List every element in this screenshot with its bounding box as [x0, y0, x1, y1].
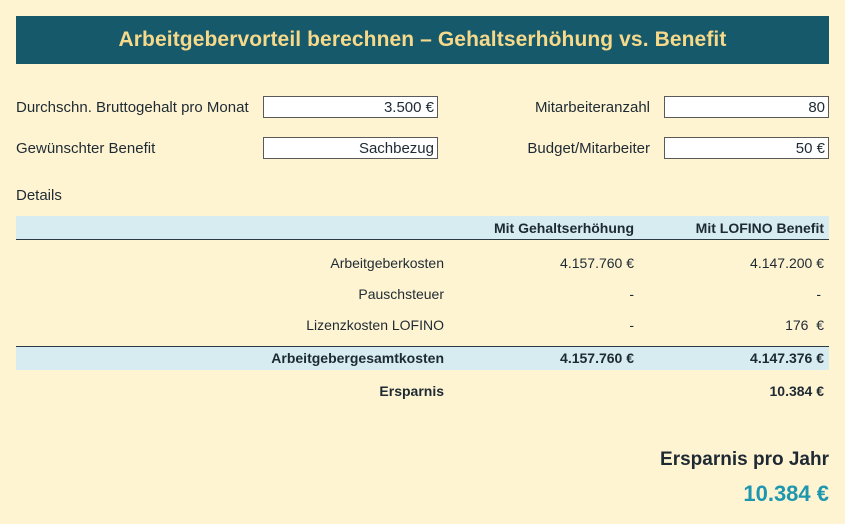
budget-input[interactable] — [664, 137, 829, 159]
annual-savings-value: 10.384 € — [743, 481, 829, 506]
row-raise-value: - — [629, 317, 634, 333]
salary-input[interactable] — [263, 96, 438, 118]
page-title: Arbeitgebervorteil berechnen – Gehaltserhöhung vs. Benefit — [118, 28, 727, 51]
row-label: Lizenzkosten LOFINO — [306, 317, 444, 333]
budget-label: Budget/Mitarbeiter — [527, 140, 650, 157]
table-row — [16, 314, 829, 336]
row-label: Arbeitgeberkosten — [330, 255, 444, 271]
employees-label: Mitarbeiteranzahl — [534, 99, 650, 116]
salary-label: Durchschn. Bruttogehalt pro Monat — [16, 99, 249, 116]
table-savings-row — [16, 380, 829, 402]
total-label: Arbeitgebergesamtkosten — [271, 350, 444, 366]
row-benefit-value: 176 € — [785, 317, 824, 333]
details-label: Details — [16, 187, 62, 204]
total-raise-value: 4.157.760 € — [560, 350, 634, 366]
column-header-raise: Mit Gehaltserhöhung — [494, 220, 634, 236]
table-total-row — [16, 346, 829, 370]
savings-label: Ersparnis — [379, 383, 444, 399]
savings-benefit-value: 10.384 € — [769, 383, 824, 399]
benefit-input[interactable] — [263, 137, 438, 159]
row-benefit-value: 4.147.200 € — [750, 255, 824, 271]
benefit-label: Gewünschter Benefit — [16, 140, 156, 157]
column-header-benefit: Mit LOFINO Benefit — [695, 220, 824, 236]
table-row — [16, 283, 829, 305]
annual-savings-label: Ersparnis pro Jahr — [660, 449, 829, 470]
employees-input[interactable] — [664, 96, 829, 118]
table-row — [16, 252, 829, 274]
row-label: Pauschsteuer — [358, 286, 444, 302]
row-raise-value: 4.157.760 € — [560, 255, 634, 271]
row-benefit-value: - — [816, 286, 821, 302]
row-raise-value: - — [629, 286, 634, 302]
total-benefit-value: 4.147.376 € — [750, 350, 824, 366]
details-table-header — [16, 216, 829, 240]
page-header — [16, 16, 829, 64]
